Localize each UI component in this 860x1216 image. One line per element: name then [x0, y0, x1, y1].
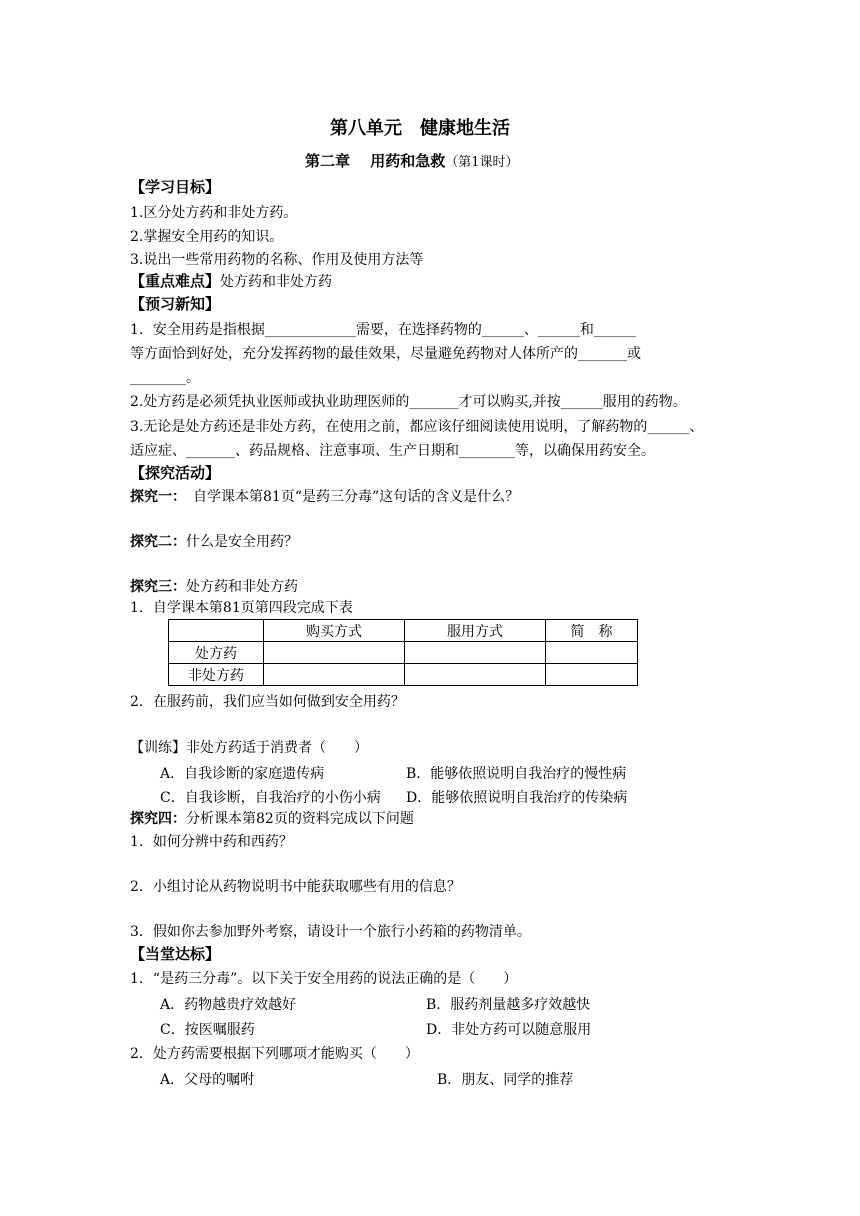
explore-q2	[130, 533, 298, 551]
table-cell	[264, 642, 405, 664]
assessment-q1-option: B．服药剂量越多疗效越快	[426, 997, 591, 1013]
goal-item: 2.掌握安全用药的知识。	[130, 229, 284, 245]
assessment-q2: 2．处方药需要根据下列哪项才能购买（ ）	[130, 1046, 419, 1062]
table-row	[169, 642, 638, 664]
key-points-text: 处方药和非处方药	[220, 274, 333, 290]
preview-line: 等方面恰到好处，充分发挥药物的最佳效果，尽量避免药物对人体所产的_______或	[130, 346, 641, 362]
table-header-cell: 服用方式	[405, 620, 546, 642]
table-header-cell: 简 称	[546, 620, 638, 642]
explore-q4-item: 2．小组讨论从药物说明书中能获取哪些有用的信息？	[130, 879, 461, 895]
goals-heading: 【学习目标】	[130, 178, 221, 196]
assessment-q1-option: D．非处方药可以随意服用	[426, 1022, 592, 1038]
preview-line: ________。	[130, 370, 200, 386]
table-header-row	[169, 620, 638, 642]
practice-label: 【训练】	[130, 740, 186, 756]
table-cell	[405, 664, 546, 686]
assessment-q1-option: A．药物越贵疗效越好	[160, 997, 297, 1013]
assessment-q1: 1．“是药三分毒”。以下关于安全用药的说法正确的是（ ）	[130, 971, 518, 987]
table-cell: 处方药	[169, 642, 264, 664]
chapter-heading	[305, 152, 519, 172]
assessment-heading: 【当堂达标】	[130, 945, 221, 963]
medicine-table	[168, 619, 638, 686]
key-points-heading: 【重点难点】	[130, 272, 221, 290]
preview-line: 3.无论是处方药还是非处方药，在使用之前，都应该仔细阅读使用说明，了解药物的______、	[130, 419, 704, 435]
practice-option: C．自我诊断，自我治疗的小伤小病	[160, 790, 381, 806]
goal-item: 3.说出一些常用药物的名称、作用及使用方法等	[130, 252, 424, 268]
chapter-label: 第二章 用药和急救	[305, 152, 446, 170]
explore-q4-text: 分析课本第82页的资料完成以下问题	[186, 811, 414, 827]
practice-question: 非处方药适于消费者（ ）	[186, 740, 368, 756]
explore-q3-text: 处方药和非处方药	[186, 579, 298, 595]
goal-item: 1.区分处方药和非处方药。	[130, 205, 298, 221]
table-header-cell	[169, 620, 264, 642]
table-cell	[264, 664, 405, 686]
practice-option: A．自我诊断的家庭遗传病	[160, 766, 325, 782]
table-cell	[405, 642, 546, 664]
explore-q4-item: 3．假如你去参加野外考察，请设计一个旅行小药箱的药物清单。	[130, 924, 531, 940]
table-header-cell: 购买方式	[264, 620, 405, 642]
explore-q1-text: 自学课本第81页“是药三分毒”这句话的含义是什么？	[179, 489, 520, 505]
practice-option: D．能够依照说明自我治疗的传染病	[406, 790, 628, 806]
practice-option: B．能够依照说明自我治疗的慢性病	[406, 766, 627, 782]
assessment-q1-option: C．按医嘱服药	[160, 1022, 255, 1038]
practice	[130, 739, 368, 757]
preview-line: 1．安全用药是指根据_____________需要，在选择药物的______、______和______	[130, 322, 636, 338]
table-cell	[546, 664, 638, 686]
table-row	[169, 664, 638, 686]
explore-q4-label: 探究四：	[130, 811, 186, 827]
explore-q3-label: 探究三：	[130, 579, 186, 595]
explore-q2-label: 探究二：	[130, 534, 186, 550]
preview-line: 2.处方药是必须凭执业医师或执业助理医师的_______才可以购买,并按______服用的药物。	[130, 394, 687, 410]
page-title: 第八单元 健康地生活	[330, 118, 510, 139]
explore-q2-text: 什么是安全用药？	[186, 534, 298, 550]
key-points	[130, 272, 332, 291]
explore-q4-item: 1．如何分辨中药和西药？	[130, 834, 293, 850]
assessment-q2-option: A．父母的嘱咐	[160, 1072, 255, 1088]
explore-heading: 【探究活动】	[130, 464, 221, 482]
explore-q4	[130, 810, 414, 828]
explore-q3-item2: 2．在服药前，我们应当如何做到安全用药？	[130, 694, 405, 710]
explore-q3-item1: 1．自学课本第81页第四段完成下表	[130, 600, 353, 616]
table-cell: 非处方药	[169, 664, 264, 686]
chapter-period: （第1课时）	[445, 155, 519, 170]
table-cell	[546, 642, 638, 664]
explore-q3	[130, 578, 298, 596]
preview-heading: 【预习新知】	[130, 295, 221, 313]
assessment-q2-option: B．朋友、同学的推荐	[437, 1072, 574, 1088]
explore-q1-label: 探究一：	[130, 489, 179, 505]
explore-q1	[130, 488, 519, 506]
preview-line: 适应症、_______、药品规格、注意事项、生产日期和________等，以确保用药安全。	[130, 443, 655, 459]
